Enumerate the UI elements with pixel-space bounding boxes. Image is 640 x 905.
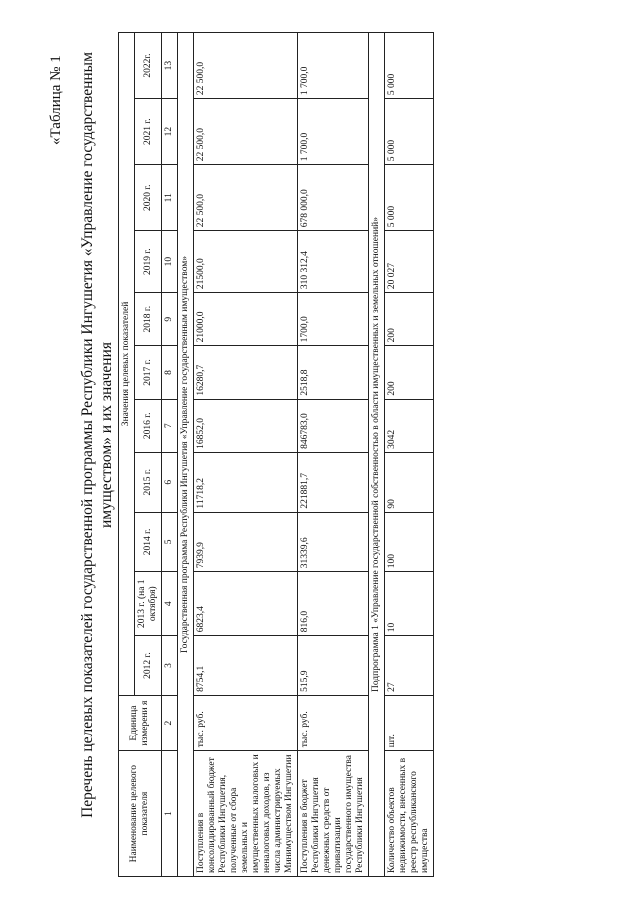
column-number: 12	[162, 99, 178, 165]
year-header: 2016 г.	[135, 399, 162, 452]
document-title: Перечень целевых показателей государственной программы Республики Ингушетия «Управление государственным имуществом» и их значения	[79, 52, 115, 818]
indicator-value: 1 700,0	[298, 99, 369, 165]
indicator-value: 21000,0	[194, 293, 298, 346]
section-subprogram-label: Подпрограмма 1 «Управление государственной собственностью в области имущественных и земельных отношений»	[369, 33, 385, 877]
section-program-label: Государственная программа Республики Ингушетия «Управление государственным имуществом»	[178, 33, 194, 877]
column-number: 9	[162, 293, 178, 346]
column-number: 8	[162, 346, 178, 399]
indicator-value: 100	[385, 512, 434, 572]
column-number: 11	[162, 165, 178, 231]
table-body	[178, 33, 434, 877]
header-values-group: Значения целевых показателей	[119, 33, 135, 696]
year-header: 2019 г.	[135, 231, 162, 293]
indicator-value: 21500,0	[194, 231, 298, 293]
year-header: 2013 г. (на 1 октября)	[135, 572, 162, 636]
indicator-value: 200	[385, 346, 434, 399]
year-header: 2017 г.	[135, 346, 162, 399]
column-number: 10	[162, 231, 178, 293]
table-number-label: «Таблица № 1	[48, 55, 64, 145]
column-number: 13	[162, 33, 178, 99]
indicator-value: 22 500,0	[194, 99, 298, 165]
year-header: 2015 г.	[135, 452, 162, 512]
indicator-value: 1 700,0	[298, 33, 369, 99]
indicator-value: 7939,9	[194, 512, 298, 572]
indicator-value: 8754,1	[194, 636, 298, 696]
section-row-subprogram	[369, 33, 385, 877]
indicator-value: 816,0	[298, 572, 369, 636]
indicator-value: 310 312,4	[298, 231, 369, 293]
column-number: 4	[162, 572, 178, 636]
column-number: 5	[162, 512, 178, 572]
year-header: 2014 г.	[135, 512, 162, 572]
indicator-value: 16280,7	[194, 346, 298, 399]
indicator-value: 10	[385, 572, 434, 636]
indicator-value: 5 000	[385, 33, 434, 99]
indicator-value: 16852,0	[194, 399, 298, 452]
indicator-value: 221881,7	[298, 452, 369, 512]
indicator-value: 22 500,0	[194, 33, 298, 99]
year-header: 2022г.	[135, 33, 162, 99]
indicator-unit: тыс. руб.	[298, 695, 369, 750]
indicator-value: 678 000,0	[298, 165, 369, 231]
table-row	[385, 33, 434, 877]
indicator-value: 200	[385, 293, 434, 346]
indicator-unit: тыс. руб.	[194, 695, 298, 750]
year-header: 2018 г.	[135, 293, 162, 346]
year-header: 2021 г.	[135, 99, 162, 165]
indicator-name: Поступления в консолидированный бюджет Республики Ингушетия, полученные от сбора земельных и имущественных налоговых и неналоговых доходов, из числа администрируемых Минимуществом Ингушетии	[194, 751, 298, 877]
indicator-value: 90	[385, 452, 434, 512]
indicator-value: 846783,0	[298, 399, 369, 452]
table-row	[298, 33, 369, 877]
column-number: 7	[162, 399, 178, 452]
section-row-program	[178, 33, 194, 877]
indicator-value: 2518,8	[298, 346, 369, 399]
indicator-value: 6823,4	[194, 572, 298, 636]
indicators-table	[118, 32, 434, 877]
indicator-value: 20 027	[385, 231, 434, 293]
year-header: 2012 г.	[135, 636, 162, 696]
year-header: 2020 г.	[135, 165, 162, 231]
column-number: 6	[162, 452, 178, 512]
column-number: 3	[162, 636, 178, 696]
indicator-value: 11718,2	[194, 452, 298, 512]
table-row	[194, 33, 298, 877]
indicator-value: 22 500,0	[194, 165, 298, 231]
indicator-value: 1700,0	[298, 293, 369, 346]
indicator-value: 31339,6	[298, 512, 369, 572]
indicator-name: Количество объектов недвижимости, внесенных в реестр республиканского имущества	[385, 751, 434, 877]
column-numbers-row	[162, 33, 178, 877]
column-number: 1	[162, 751, 178, 877]
indicator-name: Поступления в бюджет Республики Ингушетия денежных средств от приватизации государственного имущества Республики Ингушетия	[298, 751, 369, 877]
indicator-value: 3042	[385, 399, 434, 452]
header-name: Наименование целевого показателя	[119, 751, 162, 877]
column-number: 2	[162, 695, 178, 750]
indicator-unit: шт.	[385, 695, 434, 750]
indicator-value: 5 000	[385, 165, 434, 231]
header-unit: Единица измерени я	[119, 695, 162, 750]
indicator-value: 5 000	[385, 99, 434, 165]
indicator-value: 27	[385, 636, 434, 696]
indicator-value: 515,9	[298, 636, 369, 696]
